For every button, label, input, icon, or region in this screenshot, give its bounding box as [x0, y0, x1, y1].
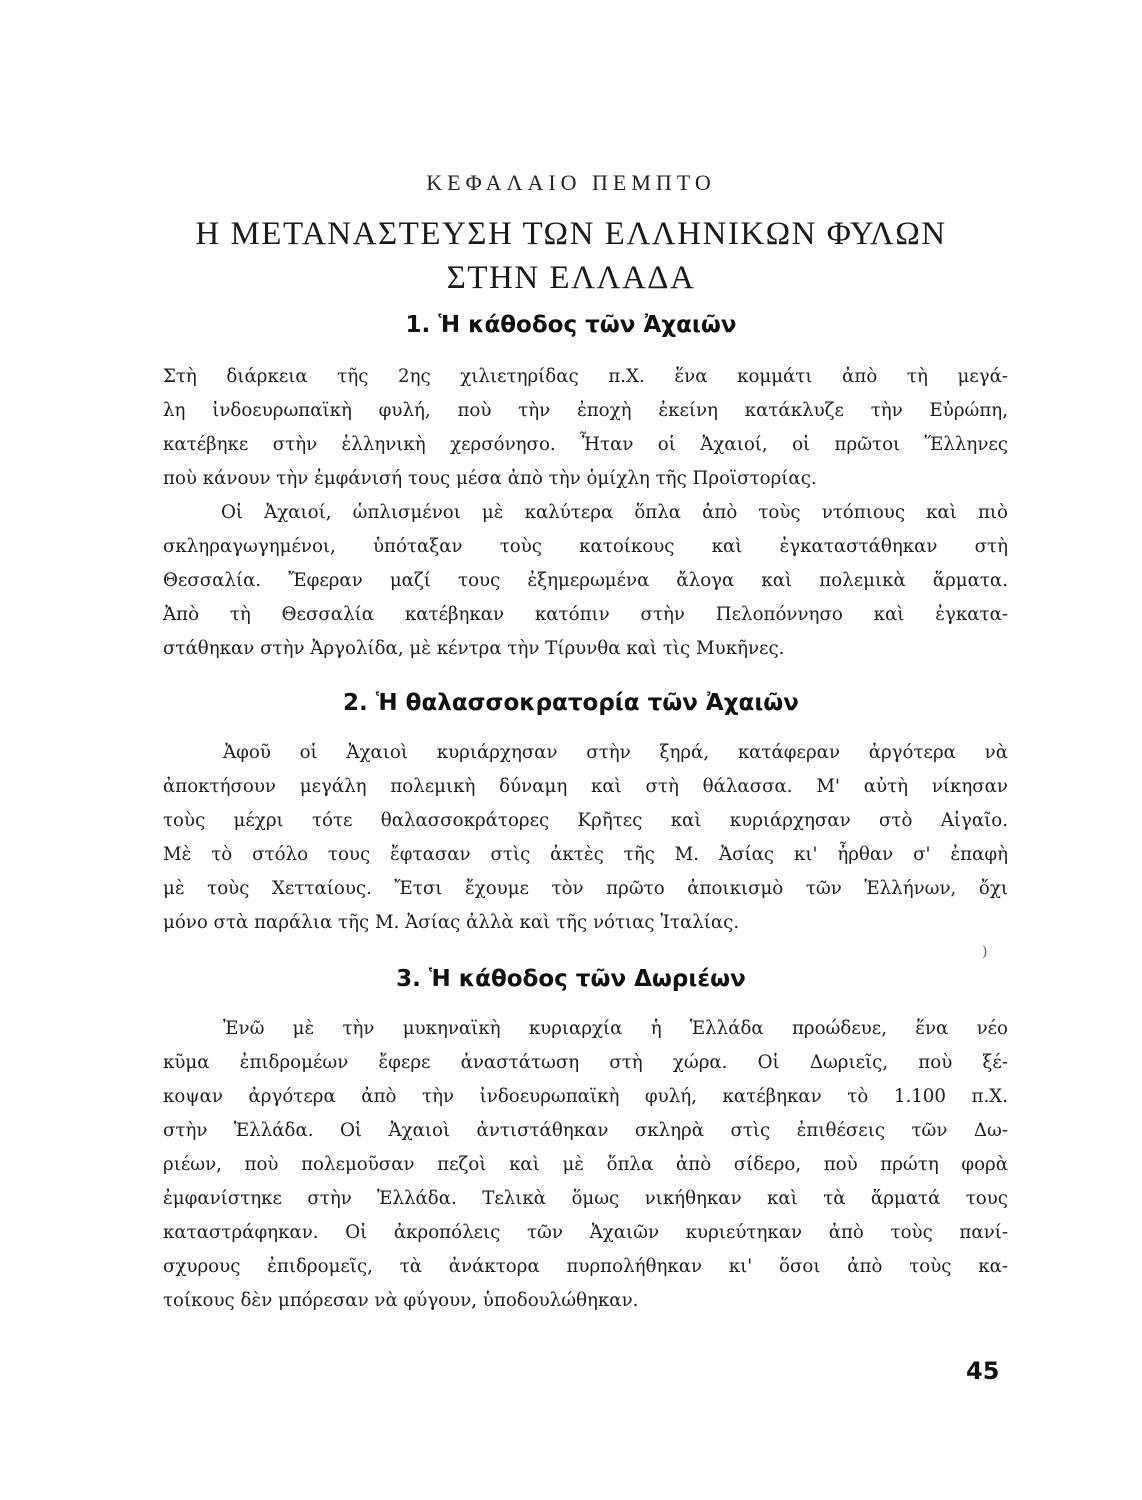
- section-3-paragraph-1: [163, 1012, 1008, 1318]
- text-line: ριέων, ποὺ πολεμοῦσαν πεζοὶ καὶ μὲ ὅπλα ἀπὸ σίδερο, ποὺ πρώτη φορὰ: [163, 1154, 1008, 1175]
- chapter-label: ΚΕΦΑΛΑΙΟ ΠΕΜΠΤΟ: [426, 170, 716, 195]
- text-line: καταστράφηκαν. Οἱ ἀκροπόλεις τῶν Ἀχαιῶν κυριεύτηκαν ἀπὸ τοὺς πανί-: [163, 1222, 1008, 1243]
- chapter-title: [0, 212, 1142, 300]
- text-line: Ἀπὸ τὴ Θεσσαλία κατέβηκαν κατόπιν στὴν Πελοπόννησο καὶ ἐγκατα-: [163, 604, 1008, 625]
- text-line: κατέβηκε στὴν ἑλληνικὴ χερσόνησο. Ἦταν οἱ Ἀχαιοί, οἱ πρῶτοι Ἕλληνες: [163, 434, 1008, 455]
- page-number: 45: [966, 1357, 1000, 1385]
- section-2-paragraph-1: [163, 736, 1008, 940]
- text-line: Στὴ διάρκεια τῆς 2ης χιλιετηρίδας π.Χ. ἕνα κομμάτι ἀπὸ τὴ μεγά-: [163, 366, 1008, 387]
- section-heading-2: 2. Ἡ θαλασσοκρατορία τῶν Ἀχαιῶν: [343, 690, 799, 716]
- chapter-title-line-2: ΣΤΗΝ ΕΛΛΑΔΑ: [446, 260, 696, 296]
- text-line: στὴν Ἑλλάδα. Οἱ Ἀχαιοὶ ἀντιστάθηκαν σκληρὰ στὶς ἐπιθέσεις τῶν Δω-: [163, 1120, 1008, 1141]
- text-line: τοίκους δὲν μπόρεσαν νὰ φύγουν, ὑποδουλώθηκαν.: [163, 1290, 639, 1311]
- text-line: κῦμα ἐπιδρομέων ἔφερε ἀναστάτωση στὴ χώρα. Οἱ Δωριεῖς, ποὺ ξέ-: [163, 1052, 1008, 1073]
- text-line: Μὲ τὸ στόλο τους ἔφτασαν στὶς ἀκτὲς τῆς Μ. Ἀσίας κι' ἦρθαν σ' ἐπαφὴ: [163, 844, 1008, 865]
- text-line: λη ἰνδοευρωπαϊκὴ φυλή, ποὺ τὴν ἐποχὴ ἐκείνη κατάκλυζε τὴν Εὐρώπη,: [163, 400, 1008, 421]
- section-heading-3: 3. Ἡ κάθοδος τῶν Δωριέων: [396, 966, 746, 992]
- text-line: σχυρους ἐπιδρομεῖς, τὰ ἀνάκτορα πυρπολήθηκαν κι' ὅσοι ἀπὸ τοὺς κα-: [163, 1256, 1008, 1277]
- text-line: ἀποκτήσουν μεγάλη πολεμικὴ δύναμη καὶ στὴ θάλασσα. Μ' αὐτὴ νίκησαν: [163, 776, 1008, 797]
- text-line: στάθηκαν στὴν Ἀργολίδα, μὲ κέντρα τὴν Τίρυνθα καὶ τὶς Μυκῆνες.: [163, 638, 785, 659]
- chapter-title-line-1: Η ΜΕΤΑΝΑΣΤΕΥΣΗ ΤΩΝ ΕΛΛΗΝΙΚΩΝ ΦΥΛΩΝ: [195, 216, 947, 252]
- text-line: τοὺς μέχρι τότε θαλασσοκράτορες Κρῆτες καὶ κυριάρχησαν στὸ Αἰγαῖο.: [163, 810, 1008, 831]
- text-line: σκληραγωγημένοι, ὑπόταξαν τοὺς κατοίκους καὶ ἐγκαταστάθηκαν στὴ: [163, 536, 1008, 557]
- text-line: μόνο στὰ παράλια τῆς Μ. Ἀσίας ἀλλὰ καὶ τῆς νότιας Ἰταλίας.: [163, 912, 740, 933]
- section-1-paragraph-1: [163, 360, 1008, 496]
- text-line: κοψαν ἀργότερα ἀπὸ τὴν ἰνδοευρωπαϊκὴ φυλή, κατέβηκαν τὸ 1.100 π.Χ.: [163, 1086, 1008, 1107]
- text-line: ποὺ κάνουν τὴν ἐμφάνισή τους μέσα ἀπὸ τὴν ὁμίχλη τῆς Προϊστορίας.: [163, 468, 817, 489]
- text-line: Ἐνῶ μὲ τὴν μυκηναϊκὴ κυριαρχία ἡ Ἑλλάδα προώδευε, ἕνα νέο: [223, 1018, 1008, 1039]
- text-line: ἐμφανίστηκε στὴν Ἑλλάδα. Τελικὰ ὅμως νικήθηκαν καὶ τὰ ἅρματά τους: [163, 1188, 1008, 1209]
- section-1-paragraph-2: [163, 496, 1008, 666]
- text-line: μὲ τοὺς Χετταίους. Ἔτσι ἔχουμε τὸν πρῶτο ἀποικισμὸ τῶν Ἑλλήνων, ὄχι: [163, 878, 1008, 899]
- text-line: Θεσσαλία. Ἔφεραν μαζί τους ἐξημερωμένα ἄλογα καὶ πολεμικὰ ἅρματα.: [163, 570, 1008, 591]
- stray-mark: ): [982, 944, 988, 960]
- text-line: Ἀφοῦ οἱ Ἀχαιοὶ κυριάρχησαν στὴν ξηρά, κατάφεραν ἀργότερα νὰ: [223, 742, 1008, 763]
- section-heading-1: 1. Ἡ κάθοδος τῶν Ἀχαιῶν: [405, 312, 737, 338]
- text-line: Οἱ Ἀχαιοί, ὡπλισμένοι μὲ καλύτερα ὅπλα ἀπὸ τοὺς ντόπιους καὶ πιὸ: [221, 502, 1008, 523]
